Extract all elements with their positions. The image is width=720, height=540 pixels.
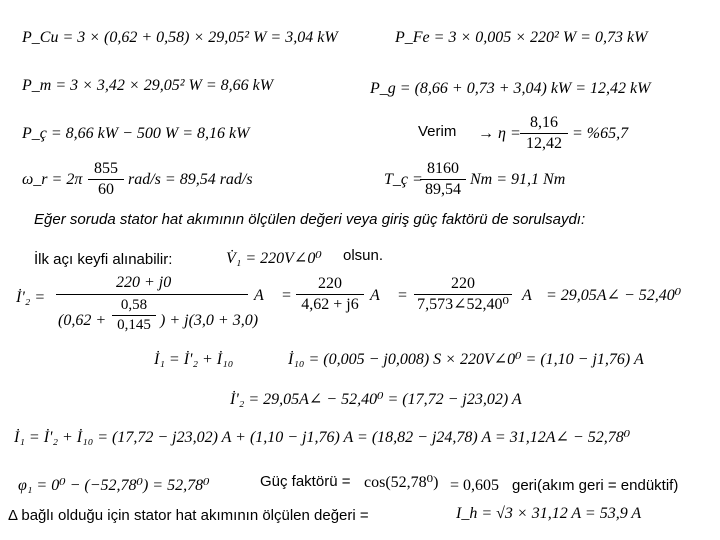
- i2-step2-unit: A: [370, 287, 380, 304]
- i2-step2-denominator: 4,62 + j6: [301, 296, 359, 313]
- i2-den-inner-fraction: [112, 298, 156, 333]
- i2-den-inner-denominator: 0,145: [117, 317, 151, 333]
- torque-numerator: 8160: [420, 161, 466, 180]
- v1-phasor: V̇₁ = 220V∠0⁰: [226, 250, 322, 267]
- i2-den-suffix: ) + j(3,0 + 3,0): [160, 312, 259, 329]
- i2-step2-fraction: [296, 276, 364, 313]
- rotor-speed-result: rad/s = 89,54 rad/s: [128, 171, 253, 188]
- i2-left: İ'₂ =: [16, 289, 46, 306]
- i2-result: = 29,05A∠ − 52,40⁰: [546, 287, 682, 304]
- i2-step3-denominator: 7,573∠52,40⁰: [417, 296, 509, 313]
- air-gap-power-equation: P_g = (8,66 + 0,73 + 3,04) kW = 12,42 kW: [370, 80, 651, 97]
- mechanical-loss-equation: P_m = 3 × 3,42 × 29,05² W = 8,66 kW: [22, 77, 274, 94]
- efficiency-denominator: 12,42: [526, 135, 562, 152]
- i2-den-inner-numerator: 0,58: [112, 298, 156, 316]
- question-text: Eğer soruda stator hat akımının ölçülen değeri veya giriş güç faktörü de sorulsaydı:: [34, 211, 586, 228]
- torque-fraction: [420, 161, 466, 198]
- rotor-speed-fraction: [88, 161, 124, 198]
- i1-full-equation: İ₁ = İ'₂ + İ₁₀ = (17,72 − j23,02) A + (1,10 − j1,76) A = (18,82 − j24,78) A = 31,12A∠ − 52,78⁰: [14, 429, 631, 446]
- i2-numerator: 220 + j0: [116, 274, 172, 291]
- rotor-speed-left: ω_r = 2π: [22, 171, 83, 188]
- i2-equals-3: =: [398, 287, 408, 304]
- rotor-speed-numerator: 855: [88, 161, 124, 180]
- i2-den-prefix: (0,62 +: [58, 312, 107, 329]
- i2-step2-numerator: 220: [296, 276, 364, 295]
- copper-loss-equation: P_Cu = 3 × (0,62 + 0,58) × 29,05² W = 3,04 kW: [22, 29, 338, 46]
- efficiency-numerator: 8,16: [520, 115, 568, 134]
- torque-result: Nm = 91,1 Nm: [470, 171, 566, 188]
- efficiency-fraction: [520, 115, 568, 152]
- power-factor-label: Güç faktörü =: [260, 473, 351, 490]
- core-loss-equation: P_Fe = 3 × 0,005 × 220² W = 0,73 kW: [395, 29, 648, 46]
- lagging-text: geri(akım geri = endüktif): [512, 477, 679, 494]
- output-power-equation: P_ç = 8,66 kW − 500 W = 8,16 kW: [22, 125, 250, 142]
- power-factor-result: = 0,605: [450, 477, 500, 494]
- i2-fraction-bar: [56, 294, 248, 295]
- torque-denominator: 89,54: [425, 181, 461, 198]
- i2-step3-unit: A: [522, 287, 532, 304]
- verim-label: Verim: [418, 123, 457, 140]
- i2-rectangular: İ'₂ = 29,05A∠ − 52,40⁰ = (17,72 − j23,02) A: [230, 391, 522, 408]
- efficiency-left: → η =: [478, 125, 521, 142]
- rotor-speed-denominator: 60: [98, 181, 114, 198]
- line-current-expression: I_h = √3 × 31,12 A = 53,9 A: [456, 505, 642, 522]
- efficiency-result: = %65,7: [572, 125, 629, 142]
- olsun-text: olsun.: [343, 247, 384, 264]
- torque-left: T_ç =: [384, 171, 423, 188]
- first-angle-text: İlk açı keyfi alınabilir:: [34, 251, 173, 268]
- power-factor-expression: cos(52,78⁰): [364, 474, 439, 491]
- i2-unit: A: [254, 287, 264, 304]
- phi1-equation: φ₁ = 0⁰ − (−52,78⁰) = 52,78⁰: [18, 477, 210, 494]
- delta-connection-text: Δ bağlı olduğu için stator hat akımının ölçülen değeri =: [8, 507, 369, 524]
- i1-sum-definition: İ₁ = İ'₂ + İ₁₀: [154, 351, 234, 368]
- i2-step3-fraction: [414, 276, 512, 313]
- i2-equals-2: =: [282, 287, 292, 304]
- i10-equation: İ₁₀ = (0,005 − j0,008) S × 220V∠0⁰ = (1,10 − j1,76) A: [288, 351, 644, 368]
- i2-step3-numerator: 220: [414, 276, 512, 295]
